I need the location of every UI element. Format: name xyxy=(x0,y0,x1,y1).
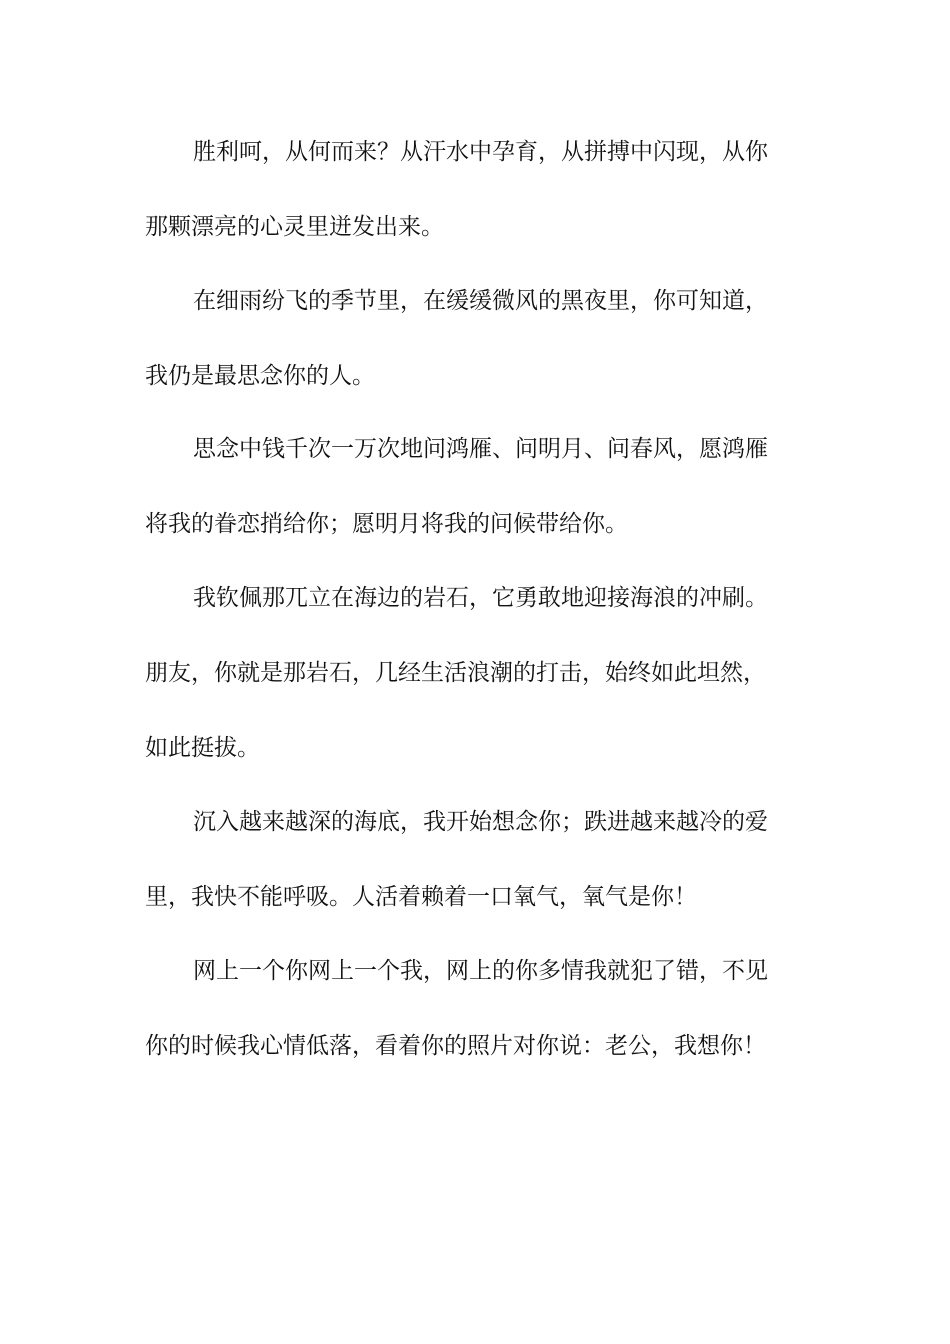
paragraph-6-line-2: 你的时候我心情低落，看着你的照片对你说：老公，我想你！ xyxy=(145,1033,766,1059)
paragraph-5-line-2: 里，我快不能呼吸。人活着赖着一口氧气，氧气是你！ xyxy=(145,884,697,910)
paragraph-4-line-1: 我钦佩那兀立在海边的岩石，它勇敢地迎接海浪的冲刷。 xyxy=(193,585,768,611)
paragraph-4-line-3: 如此挺拔。 xyxy=(145,735,260,761)
paragraph-1-line-2: 那颗漂亮的心灵里迸发出来。 xyxy=(145,214,444,240)
paragraph-3-line-1: 思念中钱千次一万次地问鸿雁、问明月、问春风，愿鸿雁 xyxy=(193,436,768,462)
paragraph-2-line-1: 在细雨纷飞的季节里，在缓缓微风的黑夜里，你可知道， xyxy=(193,288,768,314)
paragraph-5-line-1: 沉入越来越深的海底，我开始想念你；跌进越来越冷的爱 xyxy=(193,809,768,835)
paragraph-4-line-2: 朋友，你就是那岩石，几经生活浪潮的打击，始终如此坦然， xyxy=(145,660,766,686)
paragraph-3-line-2: 将我的眷恋捎给你；愿明月将我的问候带给你。 xyxy=(145,511,628,537)
paragraph-1-line-1: 胜利呵，从何而来？从汗水中孕育，从拼搏中闪现，从你 xyxy=(193,139,768,165)
paragraph-6-line-1: 网上一个你网上一个我，网上的你多情我就犯了错，不见 xyxy=(193,958,768,984)
paragraph-2-line-2: 我仍是最思念你的人。 xyxy=(145,363,375,389)
